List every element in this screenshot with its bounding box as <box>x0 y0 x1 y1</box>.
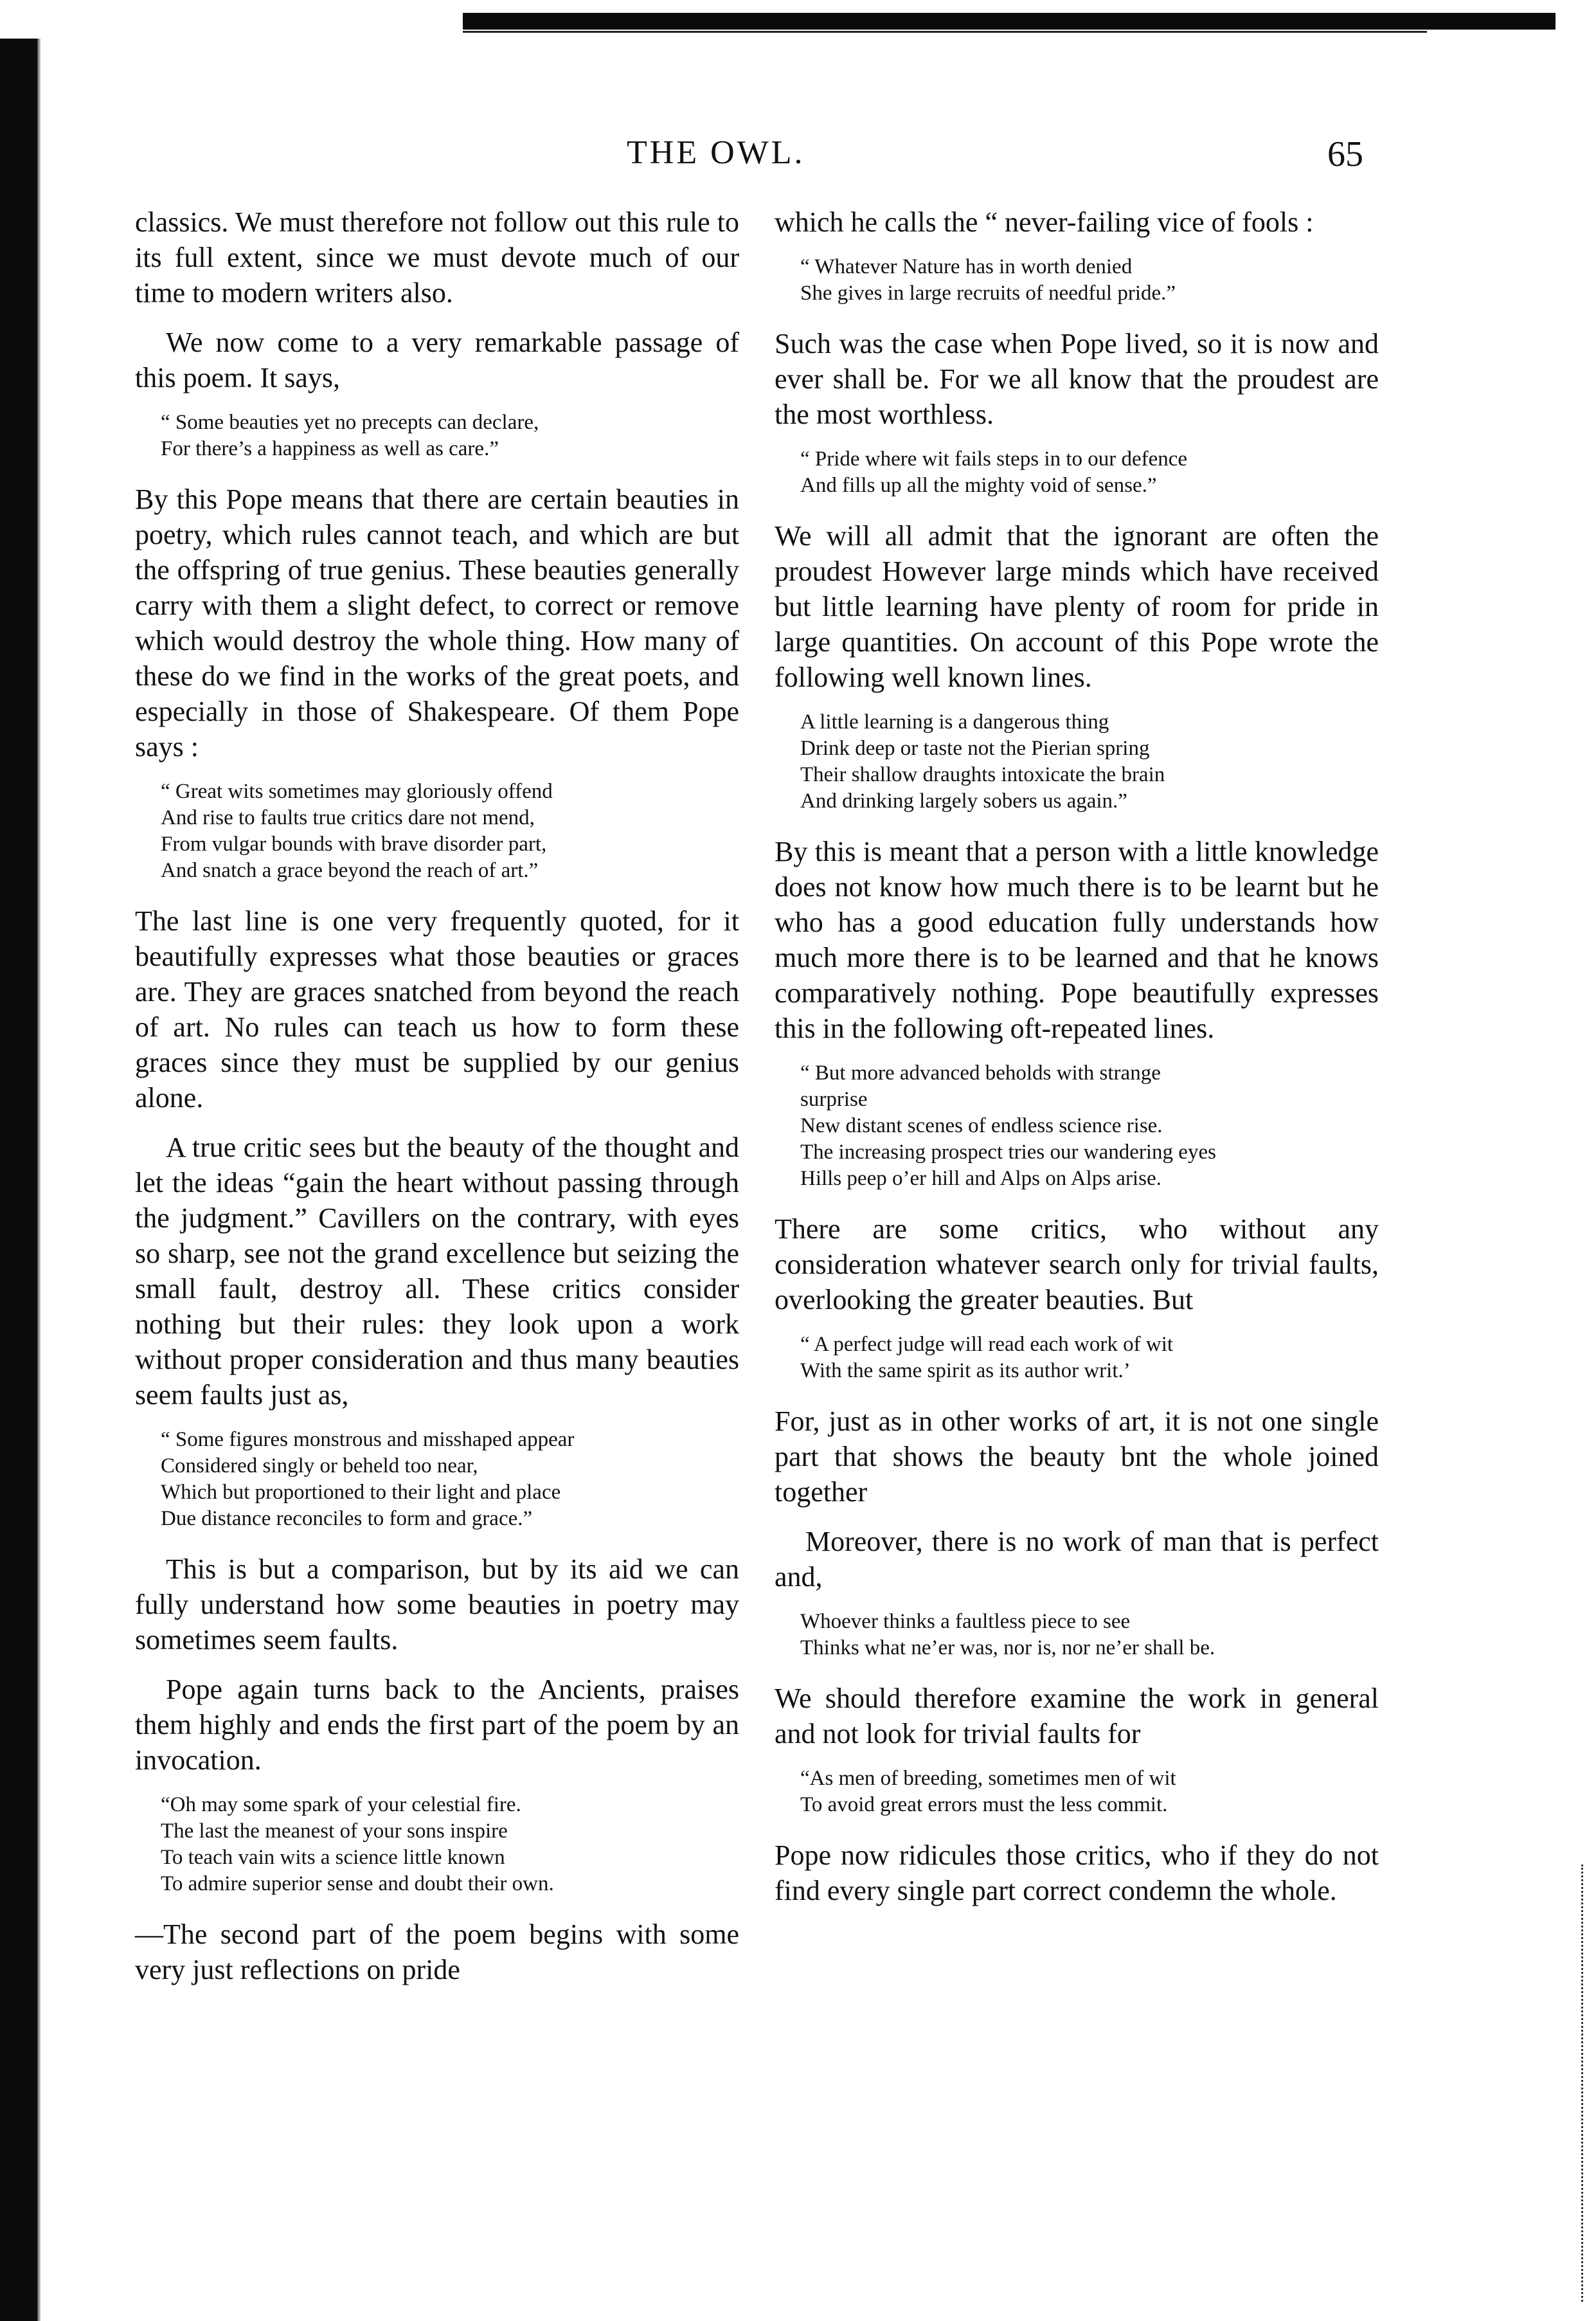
verse-line: “ Whatever Nature has in worth denied <box>800 255 1133 278</box>
verse-line: Which but proportioned to their light and place <box>161 1481 561 1504</box>
verse-line: The increasing prospect tries our wandering eyes <box>800 1141 1216 1164</box>
verse-quote <box>800 254 1379 307</box>
paragraph: Pope now ridicules those critics, who if they do not find every single part correct condemn the whole. <box>775 1839 1379 1906</box>
verse-line: And fills up all the mighty void of sense.” <box>800 474 1157 497</box>
verse-quote <box>161 779 739 884</box>
verse-line: A little learning is a dangerous thing <box>800 710 1109 734</box>
verse-line: Hills peep o’er hill and Alps on Alps arise. <box>800 1167 1161 1190</box>
verse-line: “As men of breeding, sometimes men of wit <box>800 1767 1176 1790</box>
page-number: 65 <box>1327 134 1363 174</box>
verse-line: To admire superior sense and doubt their own. <box>161 1872 554 1895</box>
running-title: THE OWL. <box>627 134 805 171</box>
verse-quote <box>800 1609 1379 1661</box>
verse-line: “ A perfect judge will read each work of wit <box>800 1333 1174 1356</box>
paragraph: —The second part of the poem begins with some very just reflections on pride <box>135 1919 739 1985</box>
paragraph: Pope again turns back to the Ancients, praises them highly and ends the first part of the poem by an invocation. <box>135 1674 739 1776</box>
scan-specks <box>1577 1865 1583 2302</box>
verse-line: “ Some figures monstrous and misshaped appear <box>161 1428 575 1451</box>
verse-line: Considered singly or beheld too near, <box>161 1454 478 1477</box>
verse-line: To avoid great errors must the less commit. <box>800 1793 1168 1816</box>
scan-page-edge <box>0 39 37 2321</box>
top-rule <box>463 13 1556 30</box>
verse-quote <box>161 410 739 462</box>
verse-line: And rise to faults true critics dare not mend, <box>161 806 535 829</box>
verse-line: “ Some beauties yet no precepts can declare, <box>161 411 539 434</box>
verse-quote <box>800 1332 1379 1384</box>
paragraph: Moreover, there is no work of man that is perfect and, <box>775 1526 1379 1593</box>
verse-line: New distant scenes of endless science rise. <box>800 1114 1163 1137</box>
paragraph: We should therefore examine the work in general and not look for trivial faults for <box>775 1683 1379 1749</box>
verse-quote <box>800 1060 1379 1192</box>
verse-line: “Oh may some spark of your celestial fire. <box>161 1793 521 1816</box>
paragraph: There are some critics, who without any consideration whatever search only for trivial faults, overlooking the greater beauties. But <box>775 1213 1379 1315</box>
verse-line: Thinks what ne’er was, nor is, nor ne’er shall be. <box>800 1636 1215 1659</box>
paragraph: The last line is one very frequently quoted, for it beautifully expresses what those beauties or graces are. They are graces snatched from beyond the reach of art. No rules can teach us how to form these graces since they must be supplied by our genius alone. <box>135 905 739 1114</box>
verse-line: For there’s a happiness as well as care.” <box>161 437 499 460</box>
left-column <box>135 204 739 2001</box>
verse-line: From vulgar bounds with brave disorder part, <box>161 833 547 856</box>
verse-line: And snatch a grace beyond the reach of art.” <box>161 859 539 882</box>
paragraph: A true critic sees but the beauty of the thought and let the ideas “gain the heart without passing through the judgment.” Cavillers on the contrary, with eyes so sharp, see not the grand excellence but seizing the small fault, destroy all. These critics consider nothing but their rules: they look upon a work without proper consideration and thus many beauties seem faults just as, <box>135 1132 739 1411</box>
top-rule-thin <box>463 31 1427 33</box>
verse-quote <box>161 1427 739 1532</box>
verse-line: Due distance reconciles to form and grace.” <box>161 1507 533 1530</box>
paragraph: Such was the case when Pope lived, so it is now and ever shall be. For we all know that the proudest are the most worthless. <box>775 328 1379 430</box>
paragraph: classics. We must therefore not follow out this rule to its full extent, since we must devote much of our time to modern writers also. <box>135 206 739 309</box>
verse-quote <box>800 1766 1379 1818</box>
verse-quote <box>800 446 1379 499</box>
paragraph: We now come to a very remarkable passage of this poem. It says, <box>135 327 739 393</box>
paragraph: This is but a comparison, but by its aid we can fully understand how some beauties in poetry may sometimes seem faults. <box>135 1553 739 1656</box>
paragraph: By this Pope means that there are certain beauties in poetry, which rules cannot teach, and which are but the offspring of true genius. These beauties generally carry with them a slight defect, to correct or remove which would destroy the whole thing. How many of these do we find in the works of the great poets, and especially in those of Shakespeare. Of them Pope says : <box>135 483 739 763</box>
verse-line: And drinking largely sobers us again.” <box>800 790 1127 813</box>
verse-line: surprise <box>800 1088 868 1111</box>
verse-line: “ But more advanced beholds with strange <box>800 1061 1161 1085</box>
verse-line: Their shallow draughts intoxicate the brain <box>800 763 1165 786</box>
verse-line: To teach vain wits a science little known <box>161 1846 505 1869</box>
verse-quote <box>161 1792 739 1897</box>
page-header <box>0 129 1596 180</box>
paragraph: We will all admit that the ignorant are often the proudest However large minds which have received but little learning have plenty of room for pride in large quantities. On account of this Pope wrote the following well known lines. <box>775 520 1379 693</box>
verse-line: She gives in large recruits of needful pride.” <box>800 282 1176 305</box>
verse-line: “ Great wits sometimes may gloriously offend <box>161 780 553 803</box>
verse-line: The last the meanest of your sons inspire <box>161 1820 508 1843</box>
verse-line: Whoever thinks a faultless piece to see <box>800 1610 1131 1633</box>
paragraph: By this is meant that a person with a little knowledge does not know how much there is to be learnt but he who has a good education fully understands how much more there is to be learned and that he knows comparatively nothing. Pope beautifully expresses this in the following oft-repeated lines. <box>775 836 1379 1044</box>
verse-line: Drink deep or taste not the Pierian spring <box>800 737 1150 760</box>
paragraph: which he calls the “ never-failing vice of fools : <box>775 206 1314 238</box>
right-column <box>775 204 1379 1922</box>
verse-line: With the same spirit as its author writ.’ <box>800 1359 1131 1382</box>
paragraph: For, just as in other works of art, it is not one single part that shows the beauty bnt the whole joined together <box>775 1405 1379 1508</box>
verse-quote <box>800 709 1379 815</box>
verse-line: “ Pride where wit fails steps in to our defence <box>800 447 1188 471</box>
